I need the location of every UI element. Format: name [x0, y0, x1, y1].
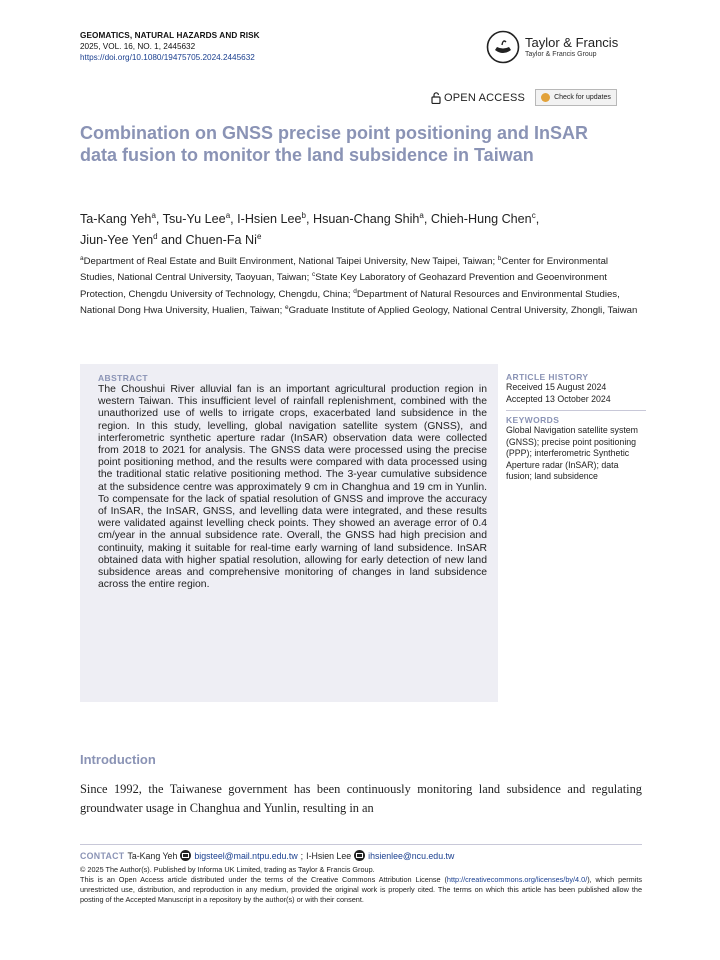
publisher-lamp-icon — [486, 30, 520, 64]
author[interactable]: Chieh-Hung Chen$^c$ — [430, 211, 536, 227]
contact-line: CONTACT Ta-Kang Yeh bigsteel@mail.ntpu.edu.tw ; I-Hsien Lee ihsienlee@ncu.edu.tw — [80, 850, 455, 861]
publisher-logo — [486, 30, 618, 64]
sidebar-divider — [506, 410, 646, 411]
access-bar — [431, 89, 617, 106]
received-date: Received 15 August 2024 — [506, 382, 607, 392]
author[interactable]: I-Hsien Lee$^b$ — [237, 211, 306, 227]
doi-link[interactable]: https://doi.org/10.1080/19475705.2024.2445632 — [80, 53, 255, 62]
contact-label: CONTACT — [80, 850, 125, 861]
article-sidebar — [506, 372, 646, 483]
author[interactable]: Hsuan-Chang Shih$^a$ — [313, 211, 424, 227]
publisher-group: Taylor & Francis Group — [525, 50, 597, 58]
journal-volume: 2025, VOL. 16, NO. 1, 2445632 — [80, 42, 196, 51]
contact-name: Ta-Kang Yeh — [127, 850, 178, 861]
affiliation: $^a$Department of Real Estate and Built Environment, National Taipei University, New Taipei, Taiwan; — [80, 255, 496, 268]
license-text: This is an Open Access article distributed under the terms of the Creative Commons Attribution License (http://creativecommons.org/licenses/by/4.0/), which permits unrestricted use, distribution, and reproduction in any medium, provided the original work is properly cited. The terms on which this article has been published allow the posting of the Accepted Manuscript in a repository by the author(s) or with their consent. — [80, 875, 643, 904]
author[interactable]: Jiun-Yee Yen$^d$ — [80, 232, 158, 248]
article-history-heading: ARTICLE HISTORY — [506, 372, 589, 382]
email-icon — [354, 850, 365, 861]
publisher-name: Taylor & Francis — [525, 34, 619, 50]
keywords-heading: KEYWORDS — [506, 415, 560, 425]
contact-email[interactable]: ihsienlee@ncu.edu.tw — [368, 850, 455, 861]
affiliation: $^d$Department of Natural Resources and Environmental Studies, National Dong Hwa University, Hualien, Taiwan; — [80, 287, 620, 316]
journal-name: GEOMATICS, NATURAL HAZARDS AND RISK — [80, 31, 260, 40]
affiliation: $^c$State Key Laboratory of Geohazard Prevention and Geoenvironment Protection, Chengdu University of Technology, Chengdu, China; — [80, 271, 607, 300]
copyright-line: © 2025 The Author(s). Published by Informa UK Limited, trading as Taylor & Francis Group. — [80, 865, 375, 874]
journal-header — [80, 30, 260, 63]
open-access-label: OPEN ACCESS — [444, 91, 526, 104]
author-list: Ta-Kang Yeh$^a$, Tsu-Yu Lee$^a$, I-Hsien Lee$^b$, Hsuan-Chang Shih$^a$, Chieh-Hung Chen$^c$, Jiun-Yee Yen$^d$ and Chuen-Fa Ni$^e$ — [80, 211, 540, 248]
license-link[interactable]: http://creativecommons.org/licenses/by/4.0/ — [446, 875, 588, 884]
contact-name: I-Hsien Lee — [306, 850, 352, 861]
license-notice — [80, 865, 642, 905]
page-footer — [80, 844, 642, 905]
affiliation: $^e$Graduate Institute of Applied Geology, National Central University, Zhongli, Taiwan — [284, 303, 638, 316]
abstract-heading: ABSTRACT — [98, 373, 148, 383]
keywords-text: Global Navigation satellite system (GNSS); precise point positioning (PPP); interferometric Synthetic Aperture radar (InSAR); data fusion; land subsidence — [506, 425, 639, 481]
email-icon — [180, 850, 191, 861]
author[interactable]: Chuen-Fa Ni$^e$ — [185, 232, 262, 248]
introduction-heading: Introduction — [80, 752, 156, 767]
update-badge-icon — [541, 93, 550, 102]
affiliation: $^b$Center for Environmental Studies, National Central University, Taoyuan, Taiwan; — [80, 255, 609, 284]
introduction-text: Since 1992, the Taiwanese government has been continuously monitoring land subsidence and regulating groundwater usage in Changhua and Yunlin, resulting in an — [80, 782, 642, 815]
abstract-box — [80, 364, 498, 702]
contact-email[interactable]: bigsteel@mail.ntpu.edu.tw — [194, 850, 298, 861]
check-for-updates-button[interactable] — [535, 89, 617, 106]
author[interactable]: Ta-Kang Yeh$^a$ — [80, 211, 156, 227]
check-for-updates-label: Check for updates — [554, 94, 611, 101]
author[interactable]: Tsu-Yu Lee$^a$ — [162, 211, 231, 227]
article-title: Combination on GNSS precise point positioning and InSAR data fusion to monitor the land subsidence in Taiwan — [80, 123, 588, 165]
affiliations — [80, 252, 640, 317]
open-lock-icon — [431, 92, 441, 104]
abstract-text: The Choushui River alluvial fan is an important agricultural production region in western Taiwan. This insufficient level of rainfall replenishment, combined with the unauthorized use of wells to irrigate crops, exacerbated land subsidence in the region. In this study, levelling, global navigation satellite system (GNSS), and interferometric synthetic aperture radar (InSAR) observation data were collected from 2018 to 2021 for analysis. The GNSS data were processed using the precise point positioning method, and the results were compared with data processed using the traditional static relative positioning method. The 3-year cumulative subsidence at the subsidence centre was approximately 9 cm in Changhua and 19 cm in Yunlin. To compensate for the lack of spatial resolution of GNSS and improve the accuracy of InSAR, the InSAR, GNSS, and levelling data were integrated, and these results were validated against levelling check points. They showed an average error of 0.4 cm/year in the annual subsidence rate. Overall, the GNSS had high precision and continuity, making it suitable for real-time early warning of land subsidence. InSAR obtained data with higher spatial resolution, allowing for early detection of new land subsidence areas and comprehensive monitoring of changes in land subsidence across the entire region. — [98, 384, 487, 591]
accepted-date: Accepted 13 October 2024 — [506, 393, 611, 404]
